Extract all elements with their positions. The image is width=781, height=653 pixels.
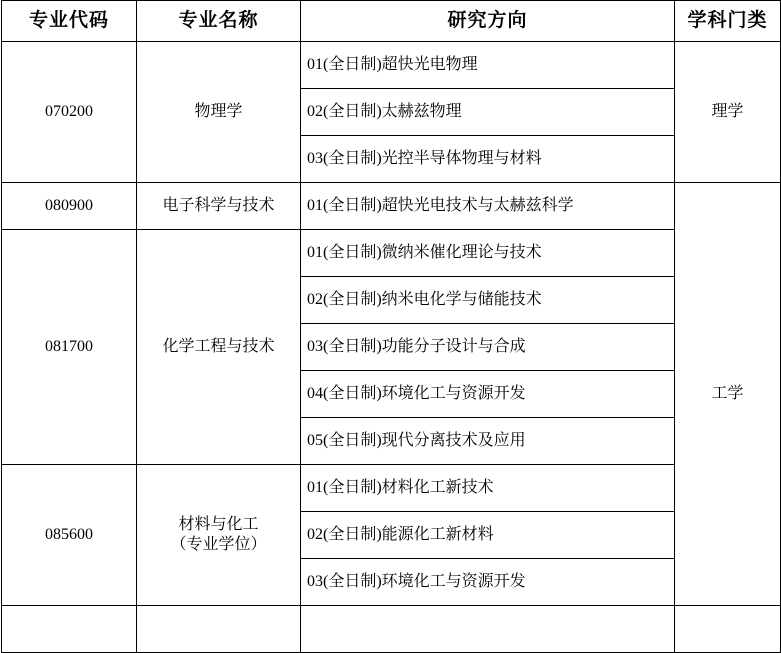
major-code: 085600 (2, 465, 137, 606)
table-header (2, 1, 781, 42)
research-direction: 02(全日制)太赫兹物理 (301, 89, 675, 136)
table-row (2, 465, 781, 512)
discipline-category (675, 606, 781, 653)
discipline-category: 工学 (675, 183, 781, 606)
discipline-category: 理学 (675, 42, 781, 183)
major-name-main: 材料与化工 (178, 516, 259, 533)
major-name: 物理学 (137, 42, 301, 183)
major-name: 化学工程与技术 (137, 230, 301, 465)
table-row (2, 42, 781, 89)
major-name (137, 606, 301, 653)
table-body (2, 42, 781, 653)
major-name: 电子科学与技术 (137, 183, 301, 230)
research-direction: 02(全日制)纳米电化学与储能技术 (301, 277, 675, 324)
research-direction: 05(全日制)现代分离技术及应用 (301, 418, 675, 465)
major-code (2, 606, 137, 653)
table-row (2, 606, 781, 653)
research-direction: 02(全日制)能源化工新材料 (301, 512, 675, 559)
table-header-row (2, 1, 781, 42)
research-direction: 01(全日制)超快光电物理 (301, 42, 675, 89)
major-name-note: （专业学位） (170, 536, 267, 553)
majors-table (1, 0, 781, 653)
research-direction: 03(全日制)功能分子设计与合成 (301, 324, 675, 371)
major-code: 080900 (2, 183, 137, 230)
major-code: 081700 (2, 230, 137, 465)
major-code: 070200 (2, 42, 137, 183)
research-direction: 03(全日制)光控半导体物理与材料 (301, 136, 675, 183)
table-row (2, 230, 781, 277)
research-direction (301, 606, 675, 653)
column-header-category: 学科门类 (675, 1, 781, 42)
column-header-name: 专业名称 (137, 1, 301, 42)
research-direction: 01(全日制)超快光电技术与太赫兹科学 (301, 183, 675, 230)
column-header-direction: 研究方向 (301, 1, 675, 42)
column-header-code: 专业代码 (2, 1, 137, 42)
research-direction: 01(全日制)材料化工新技术 (301, 465, 675, 512)
table-row (2, 183, 781, 230)
research-direction: 04(全日制)环境化工与资源开发 (301, 371, 675, 418)
major-name (137, 465, 301, 606)
research-direction: 03(全日制)环境化工与资源开发 (301, 559, 675, 606)
research-direction: 01(全日制)微纳米催化理论与技术 (301, 230, 675, 277)
